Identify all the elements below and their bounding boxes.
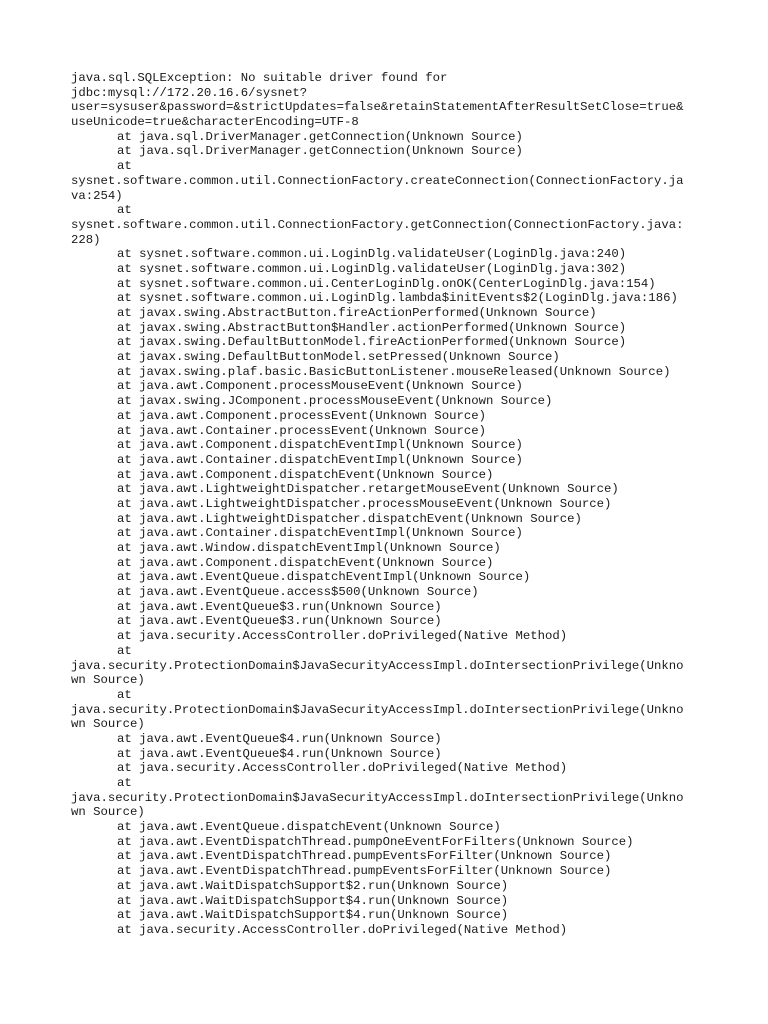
stack-trace-line: at javax.swing.AbstractButton.fireActionPerformed(Unknown Source) — [117, 306, 597, 320]
stack-trace-line: user=sysuser&password=&strictUpdates=false&retainStatementAfterResultSetClose=true& — [71, 100, 684, 115]
exception-message-line: java.sql.SQLException: No suitable driver found for — [71, 71, 448, 85]
stack-trace-line: at java.security.AccessController.doPrivileged(Native Method) — [117, 922, 568, 937]
stack-trace-line: java.security.ProtectionDomain$JavaSecurityAccessImpl.doIntersectionPrivilege(Unkno — [71, 702, 684, 717]
stack-trace-line: at java.awt.Container.dispatchEventImpl(Unknown Source) — [117, 526, 523, 541]
stack-trace-line: at java.awt.EventQueue.dispatchEvent(Unknown Source) — [117, 820, 501, 835]
stack-trace-line: at java.awt.WaitDispatchSupport$2.run(Unknown Source) — [117, 878, 509, 893]
stack-trace-line: at java.awt.EventQueue.dispatchEventImpl(Unknown Source) — [117, 570, 531, 585]
stack-trace-line: at java.awt.Component.processEvent(Unknown Source) — [117, 408, 486, 423]
stack-trace-line: at java.sql.DriverManager.getConnection(Unknown Source) — [117, 129, 523, 144]
stack-trace-line: at java.sql.DriverManager.getConnection(Unknown Source) — [117, 144, 523, 159]
stack-trace-line: at java.awt.WaitDispatchSupport$4.run(Unknown Source) — [117, 893, 509, 908]
stack-trace-line: at — [117, 203, 132, 218]
stack-trace-line: at java.awt.EventQueue$4.run(Unknown Source) — [117, 746, 442, 761]
stack-trace-line: at java.awt.LightweightDispatcher.processMouseEvent(Unknown Source) — [117, 496, 612, 511]
stack-trace-line: java.security.ProtectionDomain$JavaSecurityAccessImpl.doIntersectionPrivilege(Unkno — [71, 658, 684, 673]
stack-trace-line: at java.awt.EventDispatchThread.pumpOneEventForFilters(Unknown Source) — [117, 834, 634, 849]
stack-trace-line: at java.awt.Container.dispatchEventImpl(Unknown Source) — [117, 452, 523, 467]
stack-trace-line: at java.security.AccessController.doPrivileged(Native Method) — [117, 761, 568, 776]
stack-trace-line: at javax.swing.DefaultButtonModel.fireActionPerformed(Unknown Source) — [117, 335, 627, 350]
stack-trace-line: at java.awt.Component.dispatchEventImpl(Unknown Source) — [117, 438, 523, 453]
stack-trace-line: at java.awt.WaitDispatchSupport$4.run(Unknown Source) — [117, 908, 509, 923]
stack-trace-line: sysnet.software.common.util.ConnectionFactory.createConnection(ConnectionFactory.ja — [71, 173, 684, 188]
stack-trace-line: useUnicode=true&characterEncoding=UTF-8 — [71, 115, 359, 130]
stack-trace-line: at java.awt.EventDispatchThread.pumpEventsForFilter(Unknown Source) — [117, 849, 612, 864]
stack-trace-line: wn Source) — [71, 805, 145, 820]
stack-trace-line: wn Source) — [71, 673, 145, 688]
stack-trace-line: at java.awt.EventQueue$3.run(Unknown Source) — [117, 599, 442, 614]
stack-trace-line: at sysnet.software.common.ui.LoginDlg.validateUser(LoginDlg.java:240) — [117, 247, 627, 262]
stack-trace-line: at javax.swing.JComponent.processMouseEvent(Unknown Source) — [117, 394, 553, 409]
stack-trace-line: at java.awt.Window.dispatchEventImpl(Unknown Source) — [117, 541, 501, 555]
stack-trace-line: jdbc:mysql://172.20.16.6/sysnet? — [71, 85, 308, 100]
stack-trace-line: at sysnet.software.common.ui.LoginDlg.lambda$initEvents$2(LoginDlg.java:186) — [117, 291, 678, 306]
stack-trace-line: at java.awt.Container.processEvent(Unknown Source) — [117, 423, 486, 438]
stack-trace-line: at sysnet.software.common.ui.CenterLoginDlg.onOK(CenterLoginDlg.java:154) — [117, 276, 656, 291]
stack-trace-line: at — [117, 643, 132, 658]
stack-trace-line: at javax.swing.DefaultButtonModel.setPressed(Unknown Source) — [117, 350, 560, 365]
stack-trace-line: at sysnet.software.common.ui.LoginDlg.validateUser(LoginDlg.java:302) — [117, 261, 627, 276]
stack-trace-line: wn Source) — [71, 717, 145, 732]
stack-trace-line: at java.awt.LightweightDispatcher.dispatchEvent(Unknown Source) — [117, 511, 582, 526]
stack-trace-line: at java.awt.EventQueue$3.run(Unknown Source) — [117, 614, 442, 629]
stack-trace-line: 228) — [71, 232, 101, 247]
stack-trace-line: at java.awt.EventQueue.access$500(Unknown Source) — [117, 585, 479, 600]
stack-trace-line: at — [117, 776, 132, 790]
stack-trace-line: at java.awt.Component.processMouseEvent(Unknown Source) — [117, 379, 523, 394]
stack-trace-line: at — [117, 159, 132, 174]
stack-trace-line: va:254) — [71, 188, 123, 203]
stack-trace-line: at javax.swing.plaf.basic.BasicButtonListener.mouseReleased(Unknown Source) — [117, 364, 671, 379]
stack-trace-line: java.security.ProtectionDomain$JavaSecurityAccessImpl.doIntersectionPrivilege(Unkno — [71, 790, 684, 805]
stack-trace-line: at java.awt.LightweightDispatcher.retargetMouseEvent(Unknown Source) — [117, 482, 619, 497]
stack-trace-line: at javax.swing.AbstractButton$Handler.actionPerformed(Unknown Source) — [117, 320, 627, 335]
stack-trace-line: at java.awt.EventDispatchThread.pumpEventsForFilter(Unknown Source) — [117, 864, 612, 879]
stack-trace-line: at java.security.AccessController.doPrivileged(Native Method) — [117, 629, 568, 644]
stack-trace-line: sysnet.software.common.util.ConnectionFactory.getConnection(ConnectionFactory.java: — [71, 217, 684, 232]
stack-trace-line: at java.awt.EventQueue$4.run(Unknown Source) — [117, 731, 442, 746]
stack-trace-line: at — [117, 687, 132, 702]
stack-trace-line: at java.awt.Component.dispatchEvent(Unknown Source) — [117, 467, 494, 482]
stack-trace — [71, 71, 711, 938]
stack-trace-line: at java.awt.Component.dispatchEvent(Unknown Source) — [117, 555, 494, 570]
